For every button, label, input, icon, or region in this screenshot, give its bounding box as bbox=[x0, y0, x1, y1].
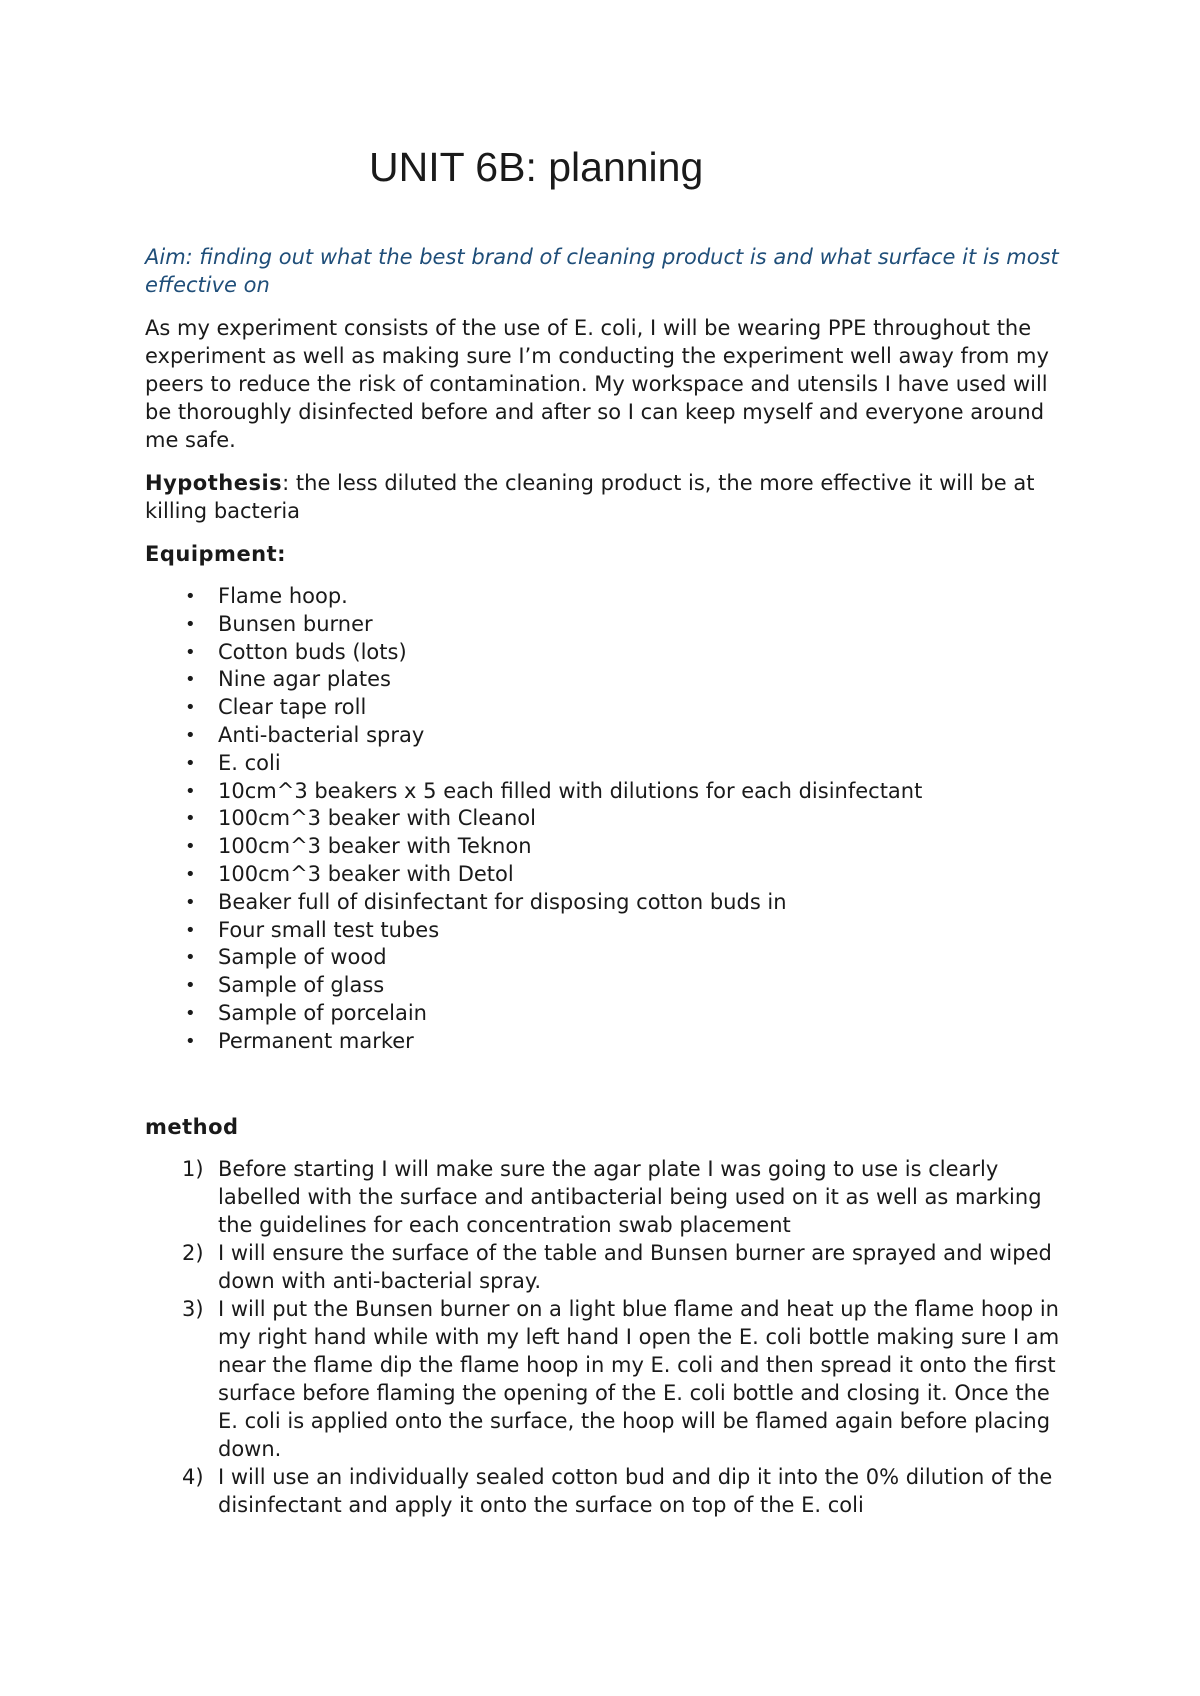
equipment-item bbox=[145, 666, 1065, 694]
equipment-item-text: 100cm^3 beaker with Cleanol bbox=[218, 806, 536, 831]
method-step bbox=[145, 1239, 1065, 1295]
equipment-item-text: Sample of glass bbox=[218, 973, 385, 998]
method-list bbox=[145, 1155, 1065, 1519]
equipment-item bbox=[145, 972, 1065, 1000]
method-step bbox=[145, 1295, 1065, 1463]
bullet-icon: • bbox=[185, 1002, 196, 1024]
page-title: UNIT 6B: planning bbox=[369, 144, 704, 190]
method-step-text: Before starting I will make sure the agar plate I was going to use is clearly labelled with the surface and antibacterial being used on it as well as marking the guidelines for each concentration swab placement bbox=[218, 1156, 1042, 1237]
equipment-list bbox=[145, 583, 1065, 1056]
equipment-item-text: 100cm^3 beaker with Detol bbox=[218, 861, 514, 886]
equipment-item-text: Bunsen burner bbox=[218, 611, 373, 636]
equipment-item bbox=[145, 1000, 1065, 1028]
method-step bbox=[145, 1463, 1065, 1519]
bullet-icon: • bbox=[185, 669, 196, 691]
equipment-item bbox=[145, 889, 1065, 917]
equipment-item bbox=[145, 583, 1065, 611]
bullet-icon: • bbox=[185, 613, 196, 635]
equipment-item-text: 100cm^3 beaker with Teknon bbox=[218, 834, 532, 859]
equipment-item-text: Beaker full of disinfectant for disposing cotton buds in bbox=[218, 889, 787, 914]
equipment-item-text: Sample of porcelain bbox=[218, 1000, 427, 1025]
equipment-item-text: E. coli bbox=[218, 750, 281, 775]
bullet-icon: • bbox=[185, 697, 196, 719]
bullet-icon: • bbox=[185, 891, 196, 913]
equipment-item-text: Sample of wood bbox=[218, 945, 387, 970]
hypothesis-label: Hypothesis bbox=[145, 471, 283, 495]
equipment-item-text: 10cm^3 beakers x 5 each filled with dilutions for each disinfectant bbox=[218, 778, 923, 803]
equipment-item bbox=[145, 750, 1065, 778]
equipment-item bbox=[145, 611, 1065, 639]
equipment-heading: Equipment: bbox=[145, 542, 287, 566]
bullet-icon: • bbox=[185, 947, 196, 969]
method-step-number: 4) bbox=[182, 1464, 204, 1489]
bullet-icon: • bbox=[185, 919, 196, 941]
safety-paragraph: As my experiment consists of the use of E. coli, I will be wearing PPE throughout the experiment as well as making sure I’m conducting the experiment well away from my peers to reduce the risk of contamination. My workspace and utensils I have used will be thoroughly disinfected before and after so I can keep myself and everyone around me safe. bbox=[145, 316, 1049, 452]
bullet-icon: • bbox=[185, 752, 196, 774]
aim-statement: Aim: finding out what the best brand of cleaning product is and what surface it is most effective on bbox=[145, 245, 1059, 297]
equipment-item-text: Four small test tubes bbox=[218, 917, 440, 942]
equipment-item bbox=[145, 694, 1065, 722]
equipment-item bbox=[145, 861, 1065, 889]
equipment-item bbox=[145, 805, 1065, 833]
method-step-text: I will put the Bunsen burner on a light blue flame and heat up the flame hoop in my right hand while with my left hand I open the E. coli bottle making sure I am near the flame dip the flame hoop in my E. coli and then spread it onto the first surface before flaming the opening of the E. coli bottle and closing it. Once the E. coli is applied onto the surface, the hoop will be flamed again before placing down. bbox=[218, 1296, 1060, 1461]
document-body bbox=[145, 243, 1065, 1519]
equipment-item-text: Permanent marker bbox=[218, 1028, 414, 1053]
hypothesis-text: : the less diluted the cleaning product is, the more effective it will be at killing bacteria bbox=[145, 471, 1035, 523]
method-step-text: I will use an individually sealed cotton bud and dip it into the 0% dilution of the disinfectant and apply it onto the surface on top of the E. coli bbox=[218, 1464, 1053, 1517]
method-step-number: 1) bbox=[182, 1156, 204, 1181]
equipment-item bbox=[145, 778, 1065, 806]
bullet-icon: • bbox=[185, 975, 196, 997]
equipment-item bbox=[145, 833, 1065, 861]
equipment-item bbox=[145, 722, 1065, 750]
equipment-item bbox=[145, 944, 1065, 972]
bullet-icon: • bbox=[185, 641, 196, 663]
bullet-icon: • bbox=[185, 586, 196, 607]
method-step bbox=[145, 1155, 1065, 1239]
equipment-item bbox=[145, 917, 1065, 945]
method-step-number: 2) bbox=[182, 1240, 204, 1265]
equipment-item bbox=[145, 1028, 1065, 1056]
equipment-item-text: Anti-bacterial spray bbox=[218, 722, 425, 747]
bullet-icon: • bbox=[185, 780, 196, 802]
bullet-icon: • bbox=[185, 1030, 196, 1052]
method-heading: method bbox=[145, 1114, 239, 1139]
equipment-item-text: Flame hoop. bbox=[218, 584, 348, 608]
equipment-item-text: Clear tape roll bbox=[218, 695, 367, 720]
method-step-text: I will ensure the surface of the table and Bunsen burner are sprayed and wiped down with anti-bacterial spray. bbox=[218, 1240, 1052, 1293]
bullet-icon: • bbox=[185, 724, 196, 746]
bullet-icon: • bbox=[185, 808, 196, 830]
hypothesis-paragraph bbox=[145, 469, 1065, 525]
bullet-icon: • bbox=[185, 836, 196, 858]
equipment-item-text: Nine agar plates bbox=[218, 667, 391, 692]
bullet-icon: • bbox=[185, 863, 196, 885]
equipment-item bbox=[145, 639, 1065, 667]
equipment-item-text: Cotton buds (lots) bbox=[218, 639, 407, 664]
method-step-number: 3) bbox=[182, 1296, 204, 1321]
